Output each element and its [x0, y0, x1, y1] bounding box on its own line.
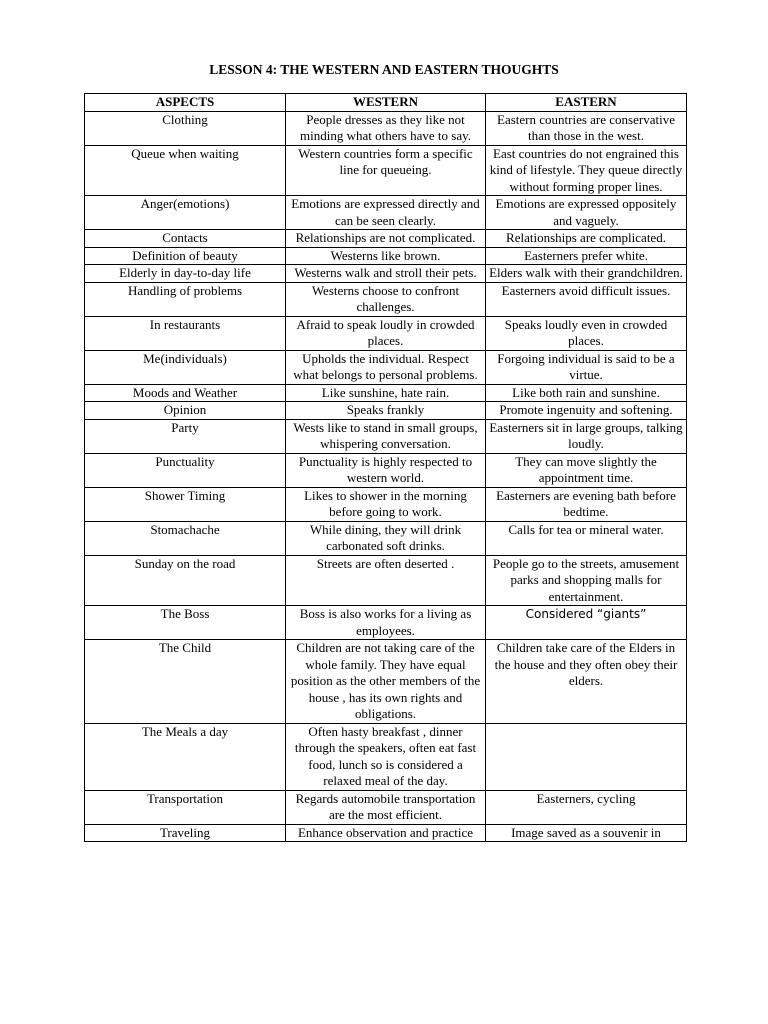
comparison-table — [84, 93, 687, 842]
western-cell: Enhance observation and practice — [286, 824, 486, 842]
page-title: LESSON 4: THE WESTERN AND EASTERN THOUGHTS — [209, 62, 559, 77]
aspect-cell: Anger(emotions) — [85, 196, 286, 230]
aspect-cell: Definition of beauty — [85, 247, 286, 265]
table-row — [85, 640, 687, 724]
table-row — [85, 402, 687, 420]
aspect-cell: Transportation — [85, 790, 286, 824]
table-row — [85, 145, 687, 196]
eastern-cell: Relationships are complicated. — [486, 230, 687, 248]
western-cell: Punctuality is highly respected to western world. — [286, 453, 486, 487]
eastern-cell: Like both rain and sunshine. — [486, 384, 687, 402]
table-row — [85, 555, 687, 606]
table-row — [85, 111, 687, 145]
aspect-cell: The Boss — [85, 606, 286, 640]
western-cell: Afraid to speak loudly in crowded places. — [286, 316, 486, 350]
western-cell: Likes to shower in the morning before going to work. — [286, 487, 486, 521]
western-cell: Westerns choose to confront challenges. — [286, 282, 486, 316]
eastern-cell: Speaks loudly even in crowded places. — [486, 316, 687, 350]
western-cell: Western countries form a specific line for queueing. — [286, 145, 486, 196]
eastern-cell: East countries do not engrained this kind of lifestyle. They queue directly without forming proper lines. — [486, 145, 687, 196]
western-cell: Speaks frankly — [286, 402, 486, 420]
table-row — [85, 487, 687, 521]
aspect-cell: Contacts — [85, 230, 286, 248]
western-cell: Wests like to stand in small groups, whispering conversation. — [286, 419, 486, 453]
eastern-cell: Easterners sit in large groups, talking loudly. — [486, 419, 687, 453]
eastern-cell: Forgoing individual is said to be a virtue. — [486, 350, 687, 384]
eastern-cell: Image saved as a souvenir in — [486, 824, 687, 842]
eastern-cell: People go to the streets, amusement parks and shopping malls for entertainment. — [486, 555, 687, 606]
table-row — [85, 824, 687, 842]
western-cell: Upholds the individual. Respect what belongs to personal problems. — [286, 350, 486, 384]
eastern-cell: Considered “giants” — [486, 606, 687, 640]
table-row — [85, 265, 687, 283]
eastern-cell: Easterners avoid difficult issues. — [486, 282, 687, 316]
eastern-cell: They can move slightly the appointment time. — [486, 453, 687, 487]
aspect-cell: Shower Timing — [85, 487, 286, 521]
aspect-cell: Queue when waiting — [85, 145, 286, 196]
header-aspects: ASPECTS — [85, 94, 286, 112]
table-row — [85, 723, 687, 790]
aspect-cell: Stomachache — [85, 521, 286, 555]
eastern-cell: Children take care of the Elders in the house and they often obey their elders. — [486, 640, 687, 724]
table-row — [85, 196, 687, 230]
aspect-cell: Me(individuals) — [85, 350, 286, 384]
table-row — [85, 350, 687, 384]
eastern-cell: Emotions are expressed oppositely and vaguely. — [486, 196, 687, 230]
aspect-cell: Elderly in day-to-day life — [85, 265, 286, 283]
western-cell: While dining, they will drink carbonated soft drinks. — [286, 521, 486, 555]
eastern-cell: Eastern countries are conservative than those in the west. — [486, 111, 687, 145]
eastern-cell: Promote ingenuity and softening. — [486, 402, 687, 420]
eastern-cell — [486, 723, 687, 790]
table-row — [85, 282, 687, 316]
western-cell: Like sunshine, hate rain. — [286, 384, 486, 402]
table-header-row — [85, 94, 687, 112]
aspect-cell: The Child — [85, 640, 286, 724]
aspect-cell: Sunday on the road — [85, 555, 286, 606]
aspect-cell: Traveling — [85, 824, 286, 842]
western-cell: People dresses as they like not minding what others have to say. — [286, 111, 486, 145]
eastern-cell: Easterners are evening bath before bedtime. — [486, 487, 687, 521]
aspect-cell: The Meals a day — [85, 723, 286, 790]
table-row — [85, 316, 687, 350]
aspect-cell: Punctuality — [85, 453, 286, 487]
eastern-cell: Easterners prefer white. — [486, 247, 687, 265]
table-row — [85, 790, 687, 824]
western-cell: Westerns walk and stroll their pets. — [286, 265, 486, 283]
header-eastern: EASTERN — [486, 94, 687, 112]
western-cell: Regards automobile transportation are the most efficient. — [286, 790, 486, 824]
eastern-cell: Calls for tea or mineral water. — [486, 521, 687, 555]
aspect-cell: Moods and Weather — [85, 384, 286, 402]
aspect-cell: Opinion — [85, 402, 286, 420]
western-cell: Often hasty breakfast , dinner through the speakers, often eat fast food, lunch so is considered a relaxed meal of the day. — [286, 723, 486, 790]
western-cell: Boss is also works for a living as employees. — [286, 606, 486, 640]
table-row — [85, 384, 687, 402]
eastern-cell: Elders walk with their grandchildren. — [486, 265, 687, 283]
table-row — [85, 230, 687, 248]
table-row — [85, 521, 687, 555]
aspect-cell: In restaurants — [85, 316, 286, 350]
header-western: WESTERN — [286, 94, 486, 112]
table-row — [85, 419, 687, 453]
western-cell: Emotions are expressed directly and can be seen clearly. — [286, 196, 486, 230]
aspect-cell: Handling of problems — [85, 282, 286, 316]
western-cell: Relationships are not complicated. — [286, 230, 486, 248]
western-cell: Children are not taking care of the whole family. They have equal position as the other members of the house , has its own rights and obligations. — [286, 640, 486, 724]
table-row — [85, 606, 687, 640]
western-cell: Streets are often deserted . — [286, 555, 486, 606]
eastern-cell: Easterners, cycling — [486, 790, 687, 824]
table-row — [85, 453, 687, 487]
aspect-cell: Party — [85, 419, 286, 453]
table-row — [85, 247, 687, 265]
aspect-cell: Clothing — [85, 111, 286, 145]
western-cell: Westerns like brown. — [286, 247, 486, 265]
